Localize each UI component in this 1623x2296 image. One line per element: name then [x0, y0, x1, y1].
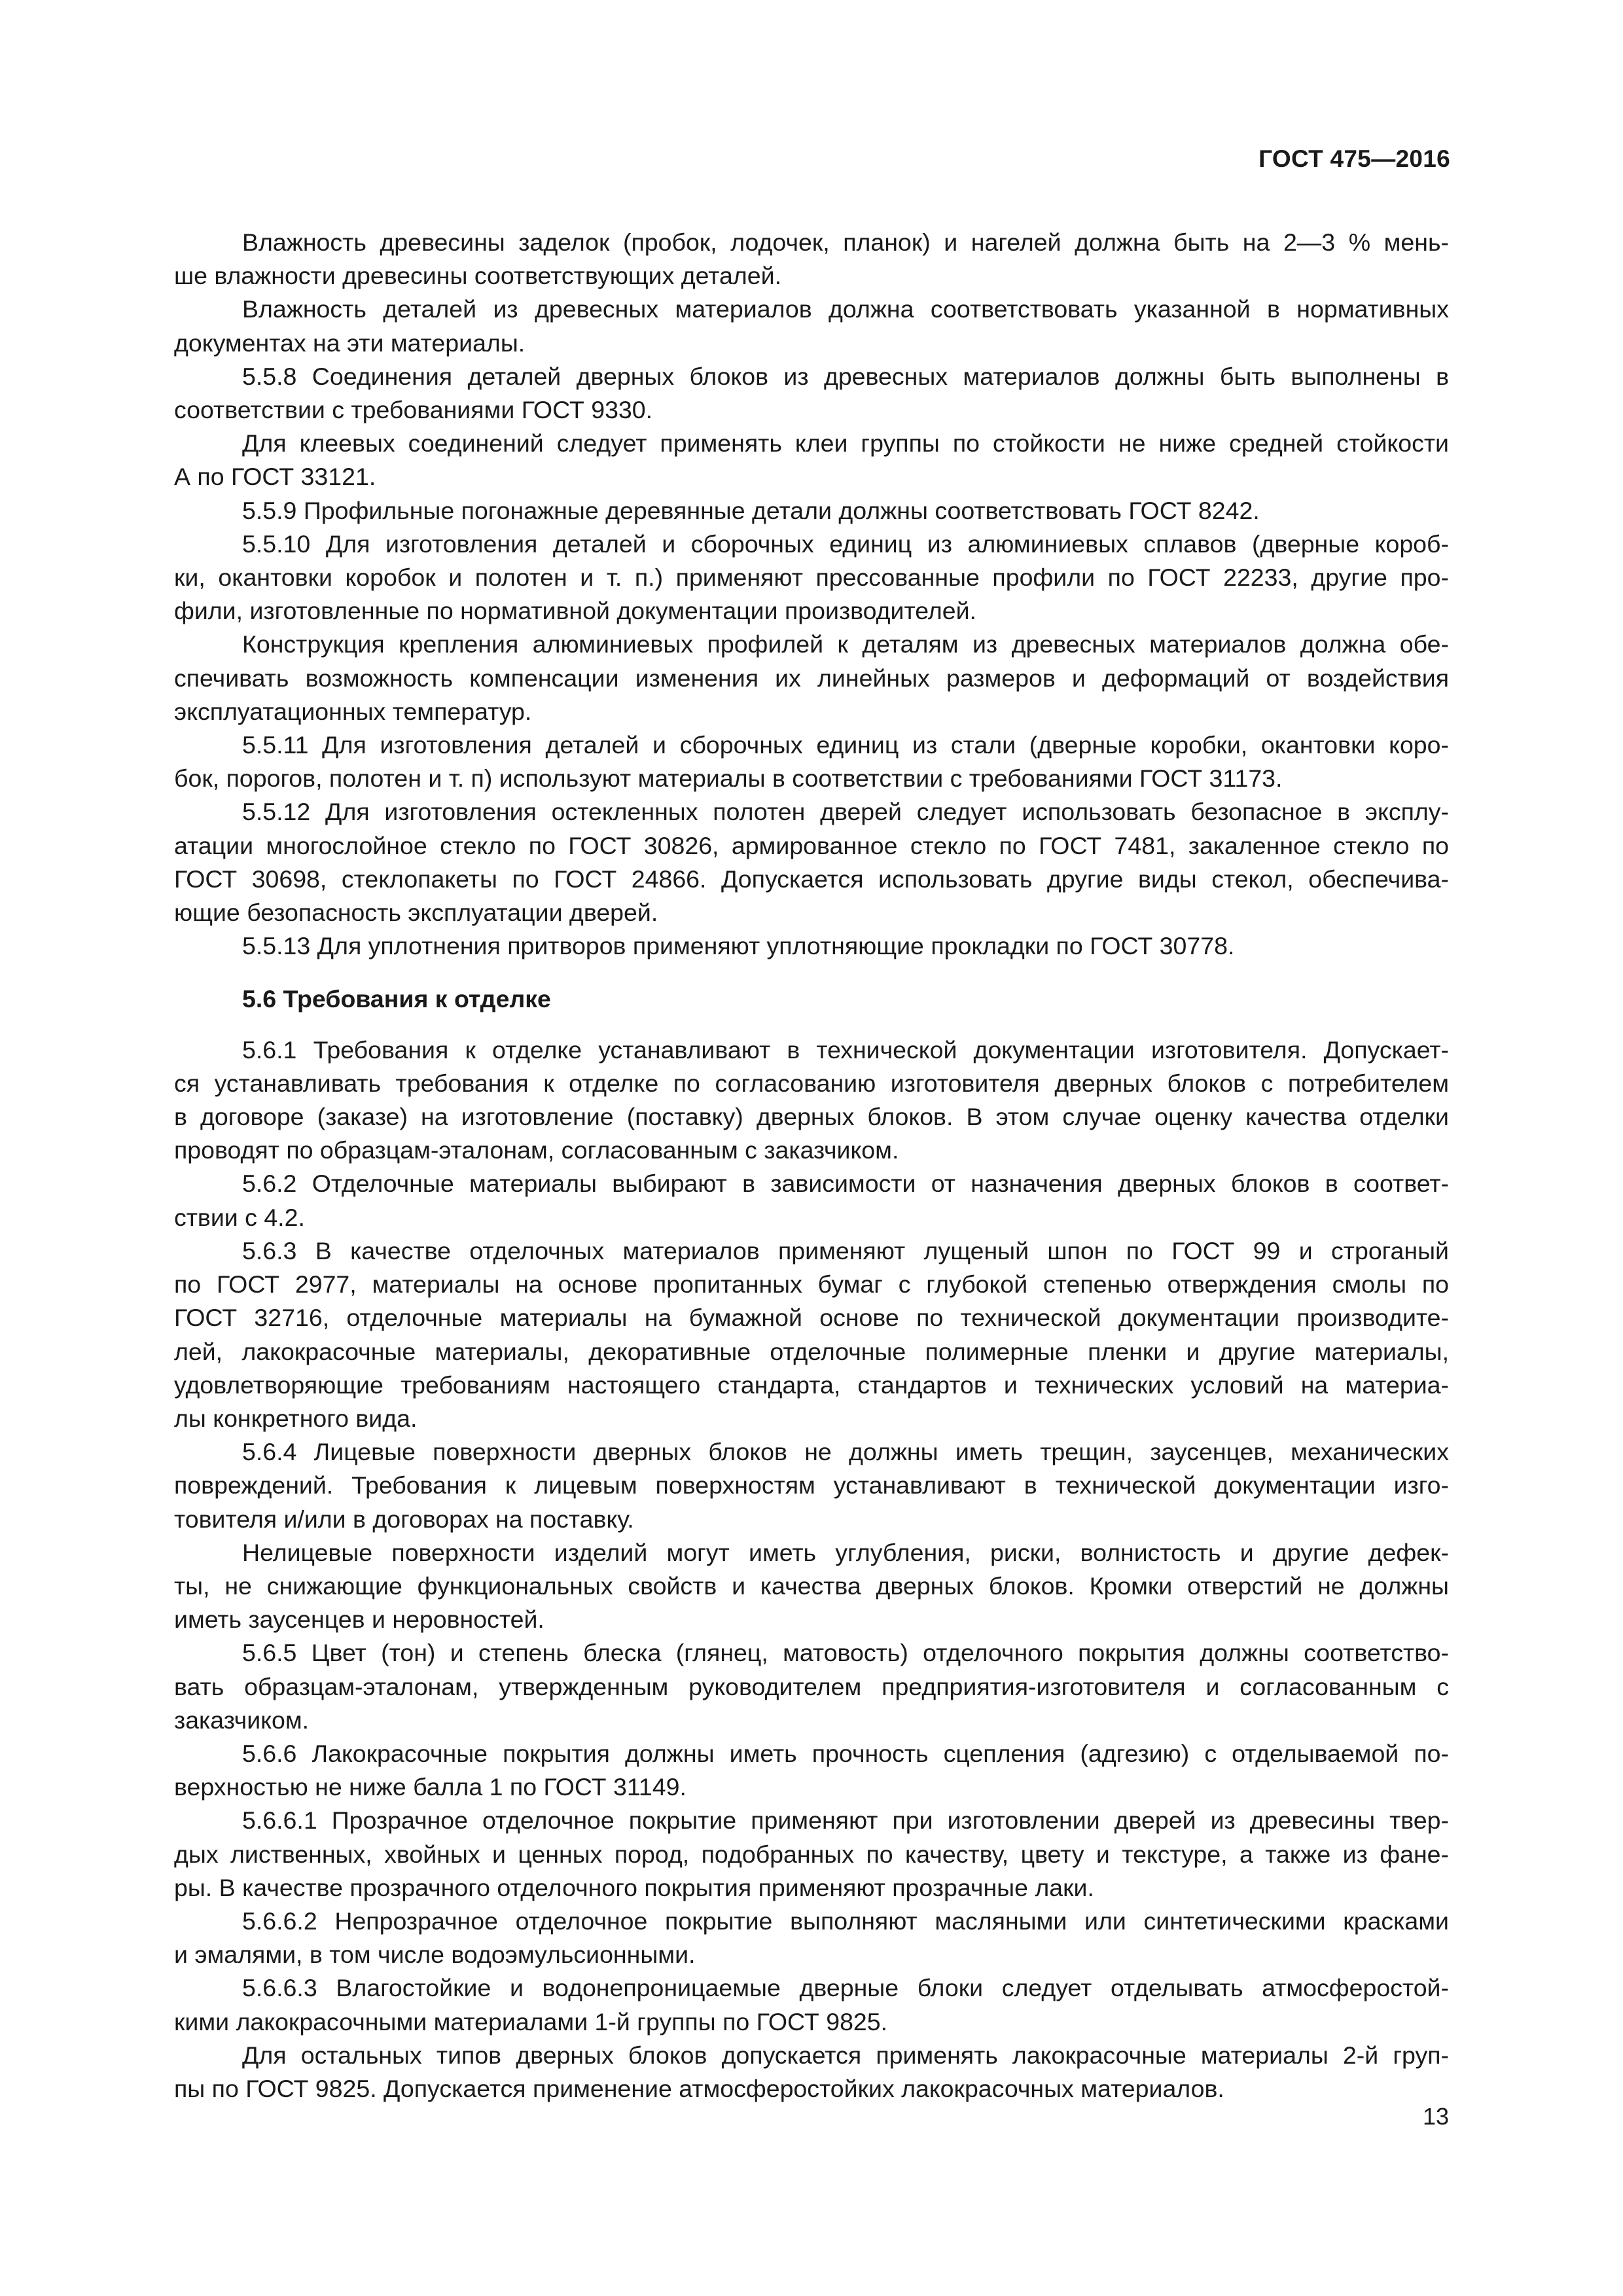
paragraph: [174, 1234, 1449, 1435]
paragraph-line: спечивать возможность компенсации изменения их линейных размеров и деформаций от воздействия: [174, 664, 1449, 692]
paragraph-line: заказчиком.: [174, 1706, 310, 1734]
paragraph: [174, 226, 1449, 293]
paragraph: [174, 528, 1449, 628]
paragraph-line: ся устанавливать требования к отделке по согласованию изготовителя дверных блоков с потребителем: [174, 1069, 1449, 1097]
paragraph-line: ГОСТ 30698, стеклопакеты по ГОСТ 24866. Допускается использовать другие виды стекол, обеспечива-: [174, 865, 1449, 893]
paragraph-line: А по ГОСТ 33121.: [174, 463, 376, 491]
paragraph-line: верхностью не ниже балла 1 по ГОСТ 31149.: [174, 1773, 687, 1801]
paragraph: [174, 1905, 1449, 1971]
page-number: 13: [1422, 2103, 1449, 2130]
paragraph: [174, 1033, 1449, 1168]
paragraph: [174, 929, 1449, 963]
paragraph-line: ры. В качестве прозрачного отделочного покрытия применяют прозрачные лаки.: [174, 1873, 1094, 1901]
paragraph: [174, 795, 1449, 929]
paragraph-line: ты, не снижающие функциональных свойств и качества дверных блоков. Кромки отверстий не должны: [174, 1571, 1449, 1600]
paragraph: [174, 1167, 1449, 1234]
paragraph-line: лы конкретного вида.: [174, 1404, 418, 1432]
paragraph-line: 5.6.6.1 Прозрачное отделочное покрытие применяют при изготовлении дверей из древесины твер-: [242, 1806, 1449, 1835]
paragraph-line: Конструкция крепления алюминиевых профилей к деталям из древесных материалов должна обе-: [242, 630, 1449, 658]
paragraph-line: повреждений. Требования к лицевым поверхностям устанавливают в технической документации изго-: [174, 1471, 1449, 1499]
paragraph-line: пы по ГОСТ 9825. Допускается применение атмосферостойких лакокрасочных материалов.: [174, 2074, 1224, 2102]
paragraph-line: 5.5.12 Для изготовления остекленных полотен дверей следует использовать безопасное в эксплу-: [242, 798, 1449, 826]
paragraph-line: Влажность древесины заделок (пробок, лодочек, планок) и нагелей должна быть на 2—3 % мень-: [242, 228, 1449, 256]
paragraph-line: Для остальных типов дверных блоков допускается применять лакокрасочные материалы 2-й груп-: [242, 2041, 1449, 2069]
paragraph-line: 5.6.3 В качестве отделочных материалов применяют лущеный шпон по ГОСТ 99 и строганый: [242, 1236, 1449, 1265]
paragraph-line: удовлетворяющие требованиям настоящего стандарта, стандартов и технических условий на материа-: [174, 1371, 1449, 1399]
paragraph-line: 5.6.2 Отделочные материалы выбирают в зависимости от назначения дверных блоков в соответ-: [242, 1170, 1449, 1198]
paragraph: [174, 1971, 1449, 2038]
paragraph: [174, 494, 1449, 528]
paragraph-line: 5.6.6 Лакокрасочные покрытия должны иметь прочность сцепления (адгезию) с отделываемой по-: [242, 1739, 1449, 1767]
paragraphs-before-section: [174, 226, 1449, 963]
paragraph-line: ствии с 4.2.: [174, 1203, 305, 1231]
paragraph-line: проводят по образцам-эталонам, согласованным с заказчиком.: [174, 1136, 899, 1164]
paragraph-line: 5.5.8 Соединения деталей дверных блоков из древесных материалов должны быть выполнены в: [242, 362, 1449, 390]
paragraph-line: вать образцам-эталонам, утвержденным руководителем предприятия-изготовителя и согласованным с: [174, 1672, 1449, 1700]
section-heading-text: 5.6 Требования к отделке: [242, 985, 551, 1013]
paragraph: [174, 360, 1449, 427]
paragraph: [174, 1804, 1449, 1905]
paragraph: [174, 1536, 1449, 1637]
paragraph-line: ше влажности древесины соответствующих деталей.: [174, 262, 781, 290]
paragraph: [174, 628, 1449, 728]
paragraph-line: 5.5.13 Для уплотнения притворов применяют уплотняющие прокладки по ГОСТ 30778.: [242, 932, 1235, 960]
paragraph-line: 5.6.4 Лицевые поверхности дверных блоков не должны иметь трещин, заусенцев, механических: [242, 1438, 1449, 1466]
paragraph-line: лей, лакокрасочные материалы, декоративные отделочные полимерные пленки и другие материалы,: [174, 1337, 1449, 1365]
paragraph-line: 5.6.5 Цвет (тон) и степень блеска (глянец, матовость) отделочного покрытия должны соответство-: [242, 1639, 1449, 1667]
paragraph-line: дых лиственных, хвойных и ценных пород, подобранных по качеству, цвету и текстуре, а также из фане-: [174, 1840, 1449, 1868]
paragraph: [174, 293, 1449, 359]
document-id-header: ГОСТ 475—2016: [1258, 145, 1450, 172]
paragraph-line: Влажность деталей из древесных материалов должна соответствовать указанной в нормативных: [242, 295, 1449, 323]
paragraph-line: атации многослойное стекло по ГОСТ 30826, армированное стекло по ГОСТ 7481, закаленное стекло по: [174, 831, 1449, 859]
body-text: [174, 226, 1449, 2106]
paragraph: [174, 1435, 1449, 1536]
paragraph-line: и эмалями, в том числе водоэмульсионными.: [174, 1941, 696, 1969]
paragraph-line: товителя и/или в договорах на поставку.: [174, 1505, 634, 1533]
paragraph-line: 5.5.11 Для изготовления деталей и сборочных единиц из стали (дверные коробки, окантовки коро-: [242, 731, 1449, 759]
paragraph: [174, 2039, 1449, 2106]
paragraph-line: соответствии с требованиями ГОСТ 9330.: [174, 396, 653, 424]
paragraph: [174, 1636, 1449, 1737]
paragraphs-after-section: [174, 1033, 1449, 2106]
paragraph-line: 5.5.9 Профильные погонажные деревянные детали должны соответствовать ГОСТ 8242.: [242, 496, 1260, 524]
paragraph-line: ющие безопасность эксплуатации дверей.: [174, 899, 658, 927]
paragraph-line: бок, порогов, полотен и т. п) используют материалы в соответствии с требованиями ГОСТ 31173.: [174, 764, 1283, 793]
paragraph-line: 5.5.10 Для изготовления деталей и сборочных единиц из алюминиевых сплавов (дверные короб-: [242, 529, 1449, 558]
paragraph-line: Нелицевые поверхности изделий могут иметь углубления, риски, волнистость и другие дефек-: [242, 1538, 1449, 1566]
paragraph: [174, 728, 1449, 795]
paragraph-line: эксплуатационных температур.: [174, 697, 532, 725]
paragraph-line: по ГОСТ 2977, материалы на основе пропитанных бумаг с глубокой степенью отверждения смолы по: [174, 1270, 1449, 1299]
paragraph-line: 5.6.6.2 Непрозрачное отделочное покрытие выполняют масляными или синтетическими красками: [242, 1907, 1449, 1935]
paragraph-line: документах на эти материалы.: [174, 329, 526, 357]
section-heading: [174, 982, 1449, 1016]
paragraph-line: 5.6.1 Требования к отделке устанавливают в технической документации изготовителя. Допускает-: [242, 1035, 1449, 1064]
paragraph-line: Для клеевых соединений следует применять клеи группы по стойкости не ниже средней стойкости: [242, 429, 1449, 457]
paragraph-line: ГОСТ 32716, отделочные материалы на бумажной основе по технической документации производите-: [174, 1304, 1449, 1332]
paragraph-line: 5.6.6.3 Влагостойкие и водонепроницаемые дверные блоки следует отделывать атмосферостой-: [242, 1974, 1449, 2002]
paragraph-line: иметь заусенцев и неровностей.: [174, 1605, 544, 1634]
paragraph: [174, 1737, 1449, 1804]
paragraph-line: ки, окантовки коробок и полотен и т. п.) применяют прессованные профили по ГОСТ 22233, другие про-: [174, 564, 1449, 592]
paragraph-line: фили, изготовленные по нормативной документации производителей.: [174, 597, 976, 625]
paragraph-line: кими лакокрасочными материалами 1-й группы по ГОСТ 9825.: [174, 2007, 888, 2036]
paragraph: [174, 427, 1449, 493]
paragraph-line: в договоре (заказе) на изготовление (поставку) дверных блоков. В этом случае оценку качества отделки: [174, 1103, 1449, 1131]
